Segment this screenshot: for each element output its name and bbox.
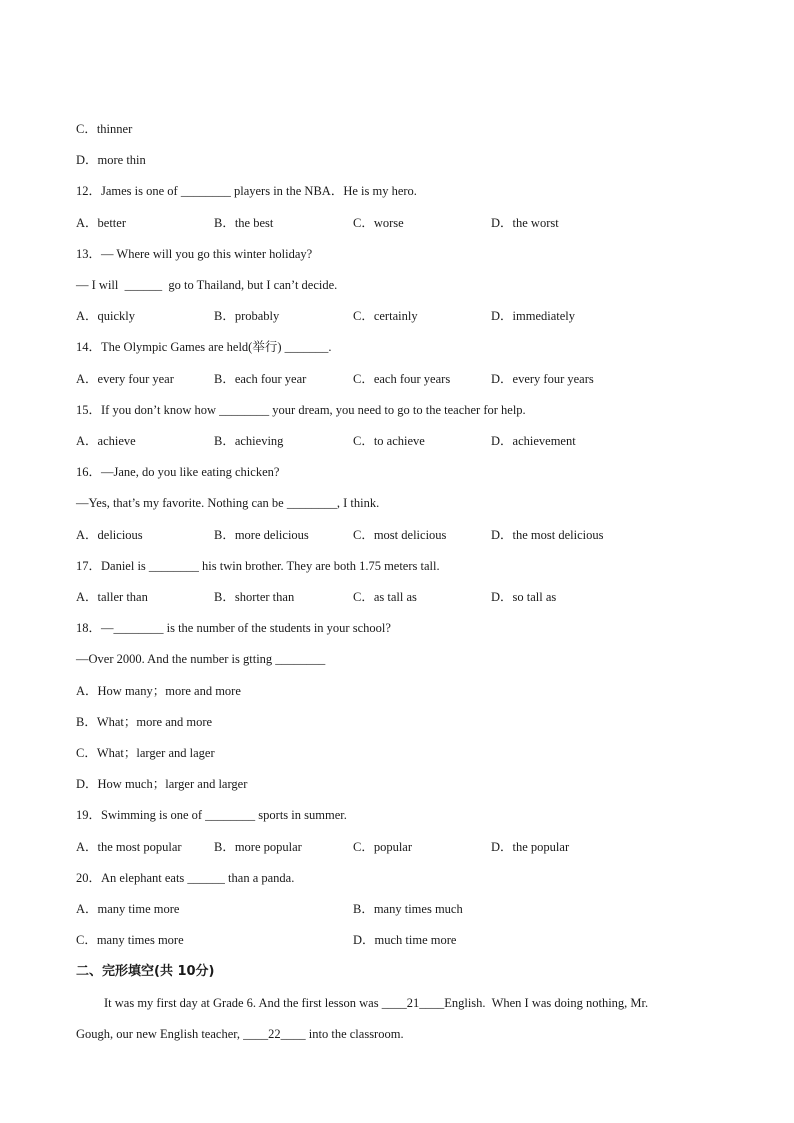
q18-option-c: C．What；larger and lager xyxy=(76,746,215,760)
q17-option-a: A．taller than xyxy=(76,590,148,604)
q20-option-d: D．much time more xyxy=(353,933,457,947)
q16-option-d: D．the most delicious xyxy=(491,528,604,542)
q15-option-c: C．to achieve xyxy=(353,434,425,448)
question-16-response: —Yes, that’s my favorite. Nothing can be ________, I think. xyxy=(76,496,380,510)
q14-option-b: B．each four year xyxy=(214,372,307,386)
q16-option-b: B．more delicious xyxy=(214,528,309,542)
passage-line-2: Gough, our new English teacher, ____22____ into the classroom. xyxy=(76,1027,404,1041)
q13-option-b: B．probably xyxy=(214,309,280,323)
q17-option-c: C．as tall as xyxy=(353,590,417,604)
q14-option-c: C．each four years xyxy=(353,372,451,386)
question-19: 19．Swimming is one of ________ sports in summer. xyxy=(76,808,347,822)
q15-option-d: D．achievement xyxy=(491,434,576,448)
q15-option-a: A．achieve xyxy=(76,434,136,448)
passage-line-1: It was my first day at Grade 6. And the first lesson was ____21____English. When I was doing nothing, Mr. xyxy=(104,996,649,1010)
q20-option-c: C．many times more xyxy=(76,933,184,947)
question-13-response: — I will ______ go to Thailand, but I can’t decide. xyxy=(76,278,338,292)
q17-option-d: D．so tall as xyxy=(491,590,557,604)
q17-option-b: B．shorter than xyxy=(214,590,295,604)
q13-option-a: A．quickly xyxy=(76,309,136,323)
question-18-response: —Over 2000. And the number is gtting ________ xyxy=(76,652,326,666)
question-15: 15．If you don’t know how ________ your dream, you need to go to the teacher for help. xyxy=(76,403,526,417)
question-20: 20．An elephant eats ______ than a panda. xyxy=(76,871,295,885)
q12-option-c: C．worse xyxy=(353,216,404,230)
q12-option-b: B．the best xyxy=(214,216,274,230)
q18-option-d: D．How much；larger and larger xyxy=(76,777,248,791)
q19-option-d: D．the popular xyxy=(491,840,570,854)
question-14: 14．The Olympic Games are held(举行) _______. xyxy=(76,340,332,354)
q13-option-d: D．immediately xyxy=(491,309,576,323)
q19-option-b: B．more popular xyxy=(214,840,302,854)
q15-option-b: B．achieving xyxy=(214,434,284,448)
q18-option-b: B．What；more and more xyxy=(76,715,213,729)
question-18: 18．—________ is the number of the students in your school? xyxy=(76,621,391,635)
q16-option-a: A．delicious xyxy=(76,528,143,542)
q18-option-a: A．How many；more and more xyxy=(76,684,241,698)
option-c-line: C．thinner xyxy=(76,122,133,136)
q19-option-c: C．popular xyxy=(353,840,413,854)
q19-option-a: A．the most popular xyxy=(76,840,182,854)
q14-option-d: D．every four years xyxy=(491,372,594,386)
q20-option-b: B．many times much xyxy=(353,902,463,916)
option-d-line: D．more thin xyxy=(76,153,146,167)
q16-option-c: C．most delicious xyxy=(353,528,447,542)
q14-option-a: A．every four year xyxy=(76,372,174,386)
question-12: 12．James is one of ________ players in the NBA．He is my hero. xyxy=(76,184,417,198)
q20-option-a: A．many time more xyxy=(76,902,180,916)
question-17: 17．Daniel is ________ his twin brother. They are both 1.75 meters tall. xyxy=(76,559,440,573)
section-heading-cloze: 二、完形填空(共 10分) xyxy=(76,964,215,979)
q12-option-d: D．the worst xyxy=(491,216,559,230)
q12-option-a: A．better xyxy=(76,216,126,230)
question-13: 13．— Where will you go this winter holiday? xyxy=(76,247,313,261)
q13-option-c: C．certainly xyxy=(353,309,418,323)
question-16: 16．—Jane, do you like eating chicken? xyxy=(76,465,280,479)
